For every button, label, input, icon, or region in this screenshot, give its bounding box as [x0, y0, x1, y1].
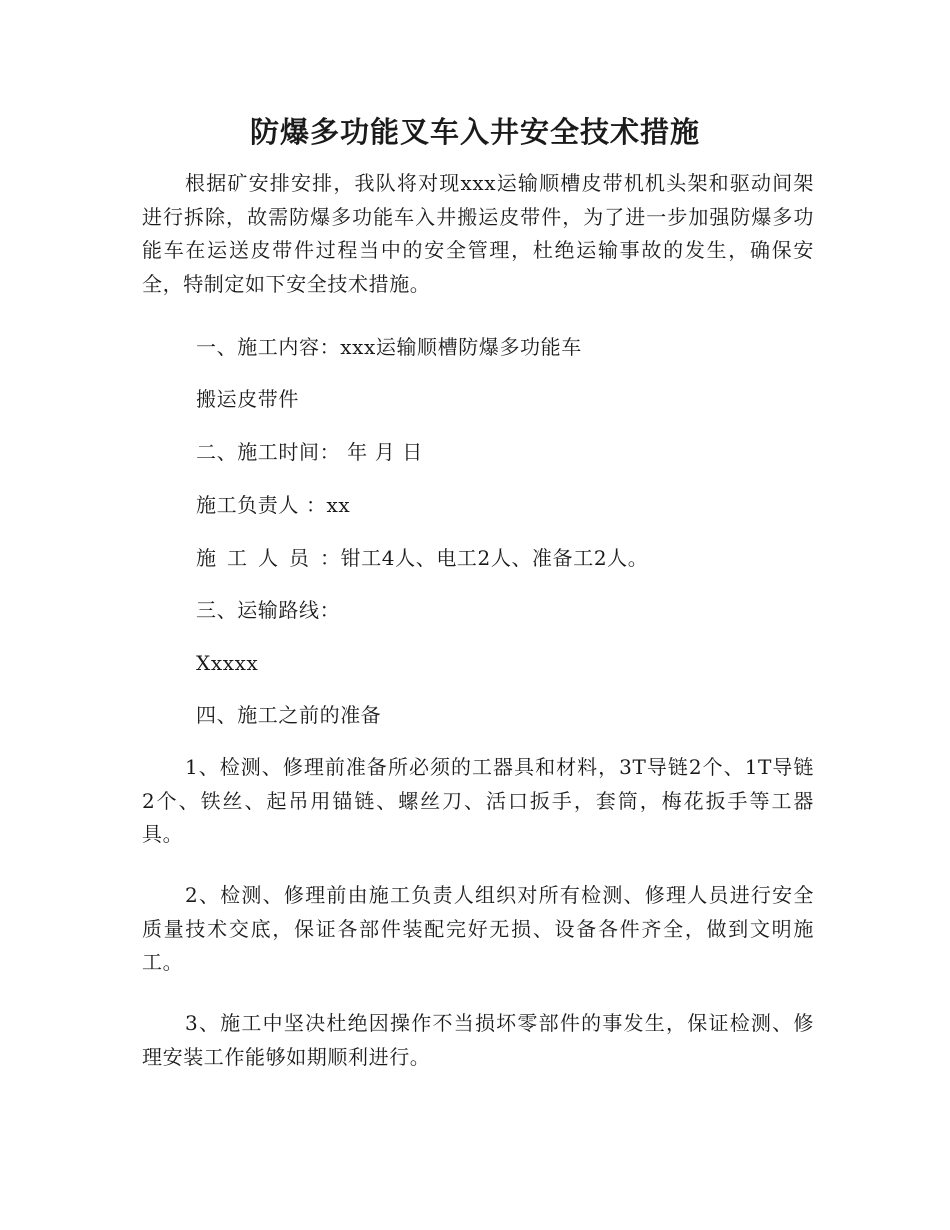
transport-route: Xxxxx	[196, 651, 259, 675]
section1-continuation: 搬运皮带件	[196, 387, 299, 411]
list-item: 1、检测、修理前准备所必须的工器具和材料，3T导链2个、1T导链2个、铁丝、起吊用锚链、螺丝刀、活口扳手，套筒，梅花扳手等工器具。	[142, 755, 814, 846]
section4-heading: 四、施工之前的准备	[196, 703, 382, 727]
list-item: 3、施工中坚决杜绝因操作不当损坏零部件的事发生，保证检测、修理安装工作能够如期顺利进行。	[142, 1011, 814, 1069]
intro-paragraph: 根据矿安排安排，我队将对现xxx运输顺槽皮带机机头架和驱动间架进行拆除，故需防爆多功能车入井搬运皮带件，为了进一步加强防爆多功能车在运送皮带件过程当中的安全管理，杜绝运输事故的发生，确保安全，特制定如下安全技术措施。	[142, 171, 814, 296]
staff-value: ：钳工4人、电工2人、准备工2人。	[320, 546, 649, 570]
section3-heading: 三、运输路线：	[196, 598, 341, 622]
construction-leader: 施工负责人 ：xx	[196, 493, 351, 517]
construction-staff	[196, 543, 648, 573]
section1-heading: 一、施工内容：xxx运输顺槽防爆多功能车	[196, 335, 582, 359]
document-title: 防爆多功能叉车入井安全技术措施	[249, 115, 700, 149]
section2-heading: 二、施工时间： 年 月 日	[196, 440, 423, 464]
list-item: 2、检测、修理前由施工负责人组织对所有检测、修理人员进行安全质量技术交底，保证各部件装配完好无损、设备各件齐全，做到文明施工。	[142, 883, 814, 974]
staff-label: 施工人员	[196, 546, 320, 570]
